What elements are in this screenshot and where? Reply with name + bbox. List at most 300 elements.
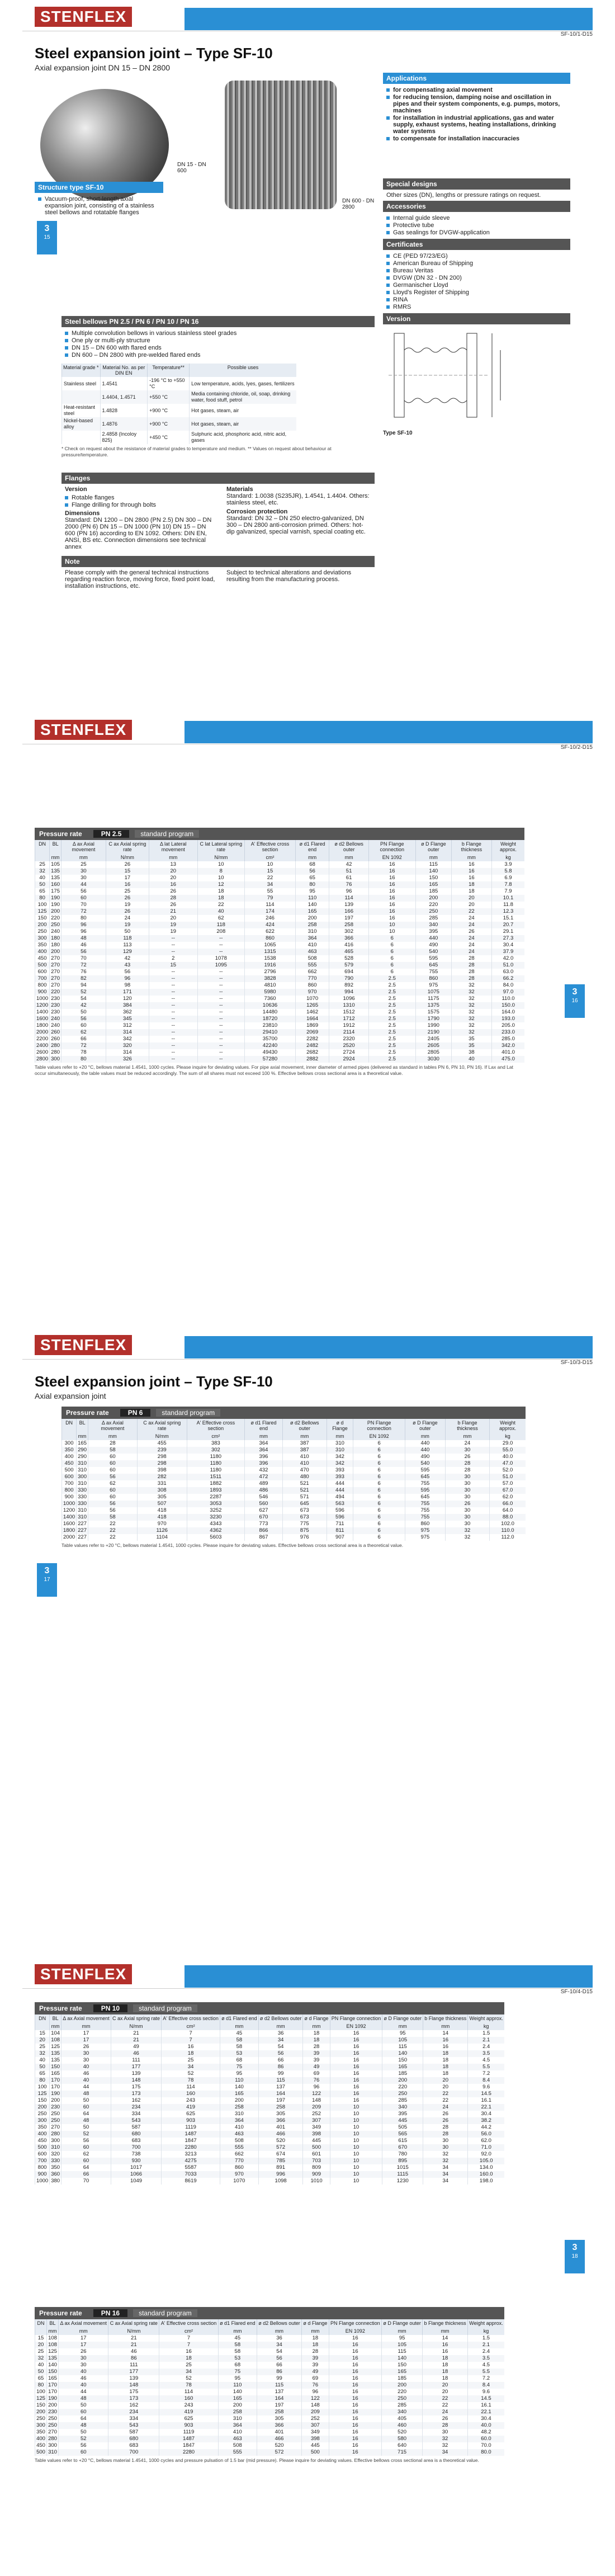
photo-left-caption: DN 15 - DN 600 [177,162,206,174]
structure-title: Structure type SF-10 [35,182,163,193]
table-cell: 384 [106,1002,149,1009]
list-item: for installation in industrial applications, gas and water supply, exhaust systems, heating installations, drinking water systems [386,115,567,135]
table-cell: 190 [50,895,62,902]
table-cell: 366 [258,2117,303,2124]
pn16-section [35,2307,504,2464]
table-cell: 410 [282,1460,327,1467]
materials-notes: * Check on request about the resistance of material grades to temperature and medium. ** Values on request about behaviour at pressure/temperature. [62,446,332,457]
table-unit: mm [303,2022,330,2030]
table-cell: 16 [159,2348,219,2355]
table-cell: 29.0 [490,1440,526,1447]
table-cell: 246 [245,915,296,922]
table-cell: 177 [108,2369,159,2375]
table-cell: 25 [159,2362,219,2369]
table-cell: 30 [423,2138,468,2144]
table-cell: 500 [35,2144,50,2151]
table-cell: 330 [77,1494,88,1501]
table-unit: mm [62,2022,111,2030]
table-notes: Table values refer to +20 °C, bellows material 1.4541, 1000 cycles and pressure pulsation of 1.5 bar (mid pressure). Please inquire for deviating values. Effective bellows cross sectional area is a theoretical value. [35,2457,479,2463]
table-cell: 260 [50,1036,62,1042]
table-cell: 1075 [415,989,451,996]
table-cell: 34 [257,2342,301,2348]
table-cell: -- [149,1009,197,1016]
table-cell: 1575 [415,1009,451,1016]
table-cell: 3053 [187,1501,244,1507]
table-cell: 16 [330,2064,382,2070]
table-cell: 640 [382,2442,423,2449]
table-cell: 80.0 [467,2449,504,2456]
table-cell: 6 [353,1507,405,1514]
table-cell: 500 [35,962,50,969]
list-item: Internal guide sleeve [386,215,567,221]
table-cell: 1916 [245,962,296,969]
table-row [62,1440,526,1447]
table-cell: 6 [353,1460,405,1467]
table-cell: 48.2 [467,2429,504,2436]
table-cell: 150 [382,2057,423,2064]
table-cell: 52 [159,2375,219,2382]
table-cell: 32 [445,1527,489,1534]
table-cell: 190 [47,2395,59,2402]
flanges-section [62,473,375,592]
table-cell: 909 [303,2171,330,2178]
table-cell: 1095 [197,962,245,969]
table-cell: 30 [423,2144,468,2151]
table-cell: 780 [382,2151,423,2158]
table-cell: 738 [111,2151,161,2158]
table-cell: 40 [59,2369,108,2375]
table-cell: 280 [47,2436,59,2442]
table-cell: 170 [50,2084,62,2091]
table-unit: cm² [245,853,296,861]
table-cell: 16 [368,902,415,908]
table-row [35,975,525,982]
table-cell: 2320 [329,1036,368,1042]
table-unit: kg [468,2022,504,2030]
table-cell: 36 [258,2030,303,2037]
table-cell: 10 [368,922,415,928]
table-unit: cm² [162,2022,220,2030]
table-cell: 895 [382,2158,423,2164]
table-cell: 160 [50,881,62,888]
table-unit: N/mm [108,2327,159,2335]
table-cell: 350 [62,1447,77,1454]
table-cell: 330 [77,1501,88,1507]
table-cell: 282 [137,1474,187,1480]
table-cell: 2.5 [368,1009,415,1016]
units-row [35,2327,505,2335]
pn25-section [35,828,524,1077]
table-cell: 600 [35,969,50,975]
table-cell: 350 [35,2124,50,2131]
table-cell: 42240 [245,1042,296,1049]
table-cell: 1096 [329,996,368,1002]
table-cell: 26 [106,908,149,915]
table-cell: 115 [257,2382,301,2389]
table-cell: 32 [35,868,50,875]
table-cell: 8619 [162,2178,220,2185]
table-unit: mm [327,1432,353,1440]
corrosion-text: Standard: DN 32 – DN 250 electro-galvanized, DN 300 – DN 2800 anti-corrosion primed. Others: hot-dip galvanized, special varnish, special coating etc. [226,515,366,535]
table-cell: 310 [220,2111,259,2117]
table-cell: 51.0 [490,1474,526,1480]
table-cell: 197 [257,2402,301,2409]
table-cell: 364 [218,2422,257,2429]
table-cell: 625 [162,2111,220,2117]
table-cell: 892 [329,982,368,989]
table-row [35,989,525,996]
table-cell: 1126 [137,1527,187,1534]
table-row [35,1029,525,1036]
table-cell: 53 [220,2050,259,2057]
pn-label: PN 10 [93,2004,127,2012]
table-cell: 61 [329,875,368,881]
table-cell: 39 [303,2050,330,2057]
table-cell: 40.0 [490,1454,526,1460]
table-cell: 140 [382,2355,423,2362]
program-label: standard program [133,2004,197,2012]
table-cell: +550 °C [148,390,190,404]
table-cell: -- [197,1002,245,1009]
table-header: ø d1 Flared end [245,1419,283,1432]
table-cell: 30 [62,2057,111,2064]
table-cell: 711 [327,1521,353,1527]
table-unit: EN 1092 [353,1432,405,1440]
table-cell: 44 [62,881,106,888]
table-cell: 2000 [62,1534,77,1541]
table-cell: -- [197,935,245,942]
table-header: C ax Axial spring rate [106,840,149,853]
table-cell: 645 [405,1474,446,1480]
table-cell: 185 [382,2375,423,2382]
dimensions-text: Standard: DN 1200 – DN 2800 (PN 2.5) DN 300 – DN 2000 (PN 6) DN 15 – DN 1000 (PN 10) DN 15 – DN 600 (PN 16) according to EN 1092. Others: DIN EN, ANSI, BS etc. Connection dimensions see technical annex [65,517,212,550]
table-cell: 58 [88,1447,138,1454]
table-cell: 2.5 [368,1022,415,1029]
table-row [35,2091,505,2097]
chapter-number: 3 [44,224,50,233]
table-cell: 405 [382,2415,423,2422]
table-cell: 7.9 [491,888,524,895]
table-cell: 250 [50,2111,62,2117]
table-cell: 520 [257,2442,301,2449]
table-unit: mm [451,853,491,861]
table-cell: 112.0 [490,1534,526,1541]
table-cell: 340 [382,2104,423,2111]
table-cell: 29.1 [491,928,524,935]
table-cell: -- [149,942,197,949]
table-cell: 150 [35,2402,47,2409]
table-cell: 18 [423,2375,468,2382]
table-row [35,969,525,975]
list-item: CE (PED 97/23/EG) [386,253,567,260]
brand-logo: STENFLEX [35,1964,132,1984]
table-cell: 2.1 [468,2037,504,2044]
table-cell: 250 [47,2422,59,2429]
certificates-title: Certificates [383,239,570,250]
table-cell: 26 [59,2348,108,2355]
table-cell: 80 [62,1056,106,1063]
table-header: Material No. as per DIN EN [100,364,148,377]
table-cell: 95 [218,2375,257,2382]
table-cell: 500 [35,2449,47,2456]
table-cell: 24 [451,949,491,955]
table-header: ø d2 Bellows outer [258,2014,303,2022]
table-cell: 30 [423,2429,468,2436]
table-cell: 23810 [245,1022,296,1029]
table-cell: 56 [295,868,329,875]
header-row [35,840,525,853]
table-unit: EN 1092 [330,2022,382,2030]
table-cell: 860 [415,975,451,982]
table-cell: 60 [62,895,106,902]
table-cell: 563 [327,1501,353,1507]
page-header [0,1328,615,1365]
table-cell: 60 [62,2158,111,2164]
table-cell: -- [149,1022,197,1029]
table-row [62,1501,526,1507]
table-cell: 1065 [245,942,296,949]
table-row [35,2084,505,2091]
table-row [35,2158,505,2164]
table-cell: 364 [245,1447,283,1454]
table-cell: 52.0 [490,1467,526,1474]
table-cell: 49 [302,2369,329,2375]
table-row [35,1042,525,1049]
table-cell: 466 [257,2436,301,2442]
table-cell: 148 [303,2097,330,2104]
table-cell: 465 [329,949,368,955]
table-cell: 22 [197,902,245,908]
table-cell: 37.9 [491,949,524,955]
table-cell: -- [197,1056,245,1063]
table-cell: 22.1 [468,2104,504,2111]
bellows-title: Steel bellows PN 2.5 / PN 6 / PN 10 / PN 16 [62,316,375,327]
table-cell: 28 [423,2422,468,2429]
pn6-table [62,1419,526,1541]
table-cell: 114 [329,895,368,902]
table-cell: 75 [218,2369,257,2375]
table-cell: 66 [62,2171,111,2178]
table-cell: 234 [108,2409,159,2415]
list-item: Rotable flanges [65,494,215,501]
table-header: PN Flange connection [368,840,415,853]
table-cell: 1230 [382,2178,423,2185]
table-unit: mm [302,2327,329,2335]
table-header: ø d Flange [327,1419,353,1432]
table-cell: 3213 [162,2151,220,2158]
table-cell: 174 [245,908,296,915]
table-cell: 165 [382,2064,423,2070]
table-cell: 16 [329,2449,381,2456]
pn6-section [62,1407,526,1549]
table-cell: 16 [329,2342,381,2348]
table-cell: 424 [245,922,296,928]
table-cell: 28 [423,2131,468,2138]
table-cell: 250 [35,928,50,935]
table-cell: 20 [423,2382,468,2389]
table-cell: 18 [162,2050,220,2057]
table-cell: 17 [62,2030,111,2037]
note-text: Please comply with the general technical instructions regarding reaction force, moving force, fixed point load, installation instructions, etc. [65,569,215,589]
table-cell: 1400 [62,1514,77,1521]
table-cell: 1712 [329,1016,368,1022]
table-cell: 440 [405,1440,446,1447]
table-cell: 56 [59,2442,108,2449]
table-cell: 401 [258,2124,303,2131]
table-unit: EN 1092 [329,2327,381,2335]
table-cell: 16 [368,868,415,875]
table-cell: 26 [445,1501,489,1507]
table-cell: 310 [218,2415,257,2422]
table-cell: 8 [197,868,245,875]
structure-text: Vacuum-proof, short-length axial expansion joint, consisting of a stainless steel bellows and rotatable flanges [38,196,160,216]
table-cell: 9.6 [468,2084,504,2091]
table-cell: 50 [59,2402,108,2409]
table-cell: 2.5 [368,1029,415,1036]
table-cell: 22 [88,1527,138,1534]
table-cell: 715 [382,2449,423,2456]
pressure-rate-bar [35,828,524,840]
table-cell: -- [197,982,245,989]
table-cell: 64 [62,2164,111,2171]
table-unit: mm [295,853,329,861]
table-cell: 305 [137,1494,187,1501]
table-cell: 396 [245,1454,283,1460]
table-cell: 46 [111,2050,161,2057]
table-cell: 1600 [62,1521,77,1527]
table-header: A' Effective cross section [159,2319,219,2327]
table-cell: -- [149,969,197,975]
table-unit: mm [220,2022,259,2030]
table-cell: 258 [220,2104,259,2111]
chapter-number: 3 [44,1566,50,1575]
table-cell: 65 [35,888,50,895]
table-cell: 700 [35,975,50,982]
table-cell: 51 [329,868,368,875]
table-cell: 32 [451,996,491,1002]
table-cell: 290 [77,1454,88,1460]
table-cell: 62.0 [468,2138,504,2144]
table-cell: 16 [451,861,491,868]
table-cell: 170 [47,2389,59,2395]
table-header: ø D Flange outer [382,2319,423,2327]
table-cell: 7033 [162,2171,220,2178]
table-cell: 342 [106,1036,149,1042]
table-cell: 86 [257,2369,301,2375]
table-cell: 52 [62,2131,111,2138]
table-cell: 400 [35,2436,47,2442]
table-cell: 1115 [382,2171,423,2178]
table-cell: 16 [329,2355,381,2362]
table-row [35,2138,505,2144]
table-cell: 16 [330,2044,382,2050]
table-cell: 16 [329,2335,381,2342]
table-cell: 95 [295,888,329,895]
table-cell: 6 [353,1447,405,1454]
table-cell: 364 [245,1440,283,1447]
table-cell: 1200 [35,1002,50,1009]
table-cell: 364 [220,2117,259,2124]
table-cell: 26 [451,928,491,935]
table-cell: 3030 [415,1056,451,1063]
table-cell: 54 [258,2044,303,2050]
table-cell: 197 [258,2097,303,2104]
table-cell: 98 [106,982,149,989]
table-row [62,1474,526,1480]
table-cell: 43 [106,962,149,969]
table-cell: 18 [423,2355,468,2362]
materials-table [62,364,296,444]
table-cell: 165 [220,2091,259,2097]
table-cell: 120 [106,996,149,1002]
table-cell: 10 [330,2164,382,2171]
table-notes: Table values refer to +20 °C, bellows material 1.4541, 1000 cycles. Please inquire for deviating values. Effective bellows cross sectional area is a theoretical value. [62,1542,404,1548]
table-unit: mm [382,2022,423,2030]
table-cell: 125 [50,2044,62,2050]
table-cell: 2805 [415,1049,451,1056]
table-cell: 18 [302,2335,329,2342]
table-cell: 180 [50,935,62,942]
table-cell: 26 [423,2117,468,2124]
table-cell: 6 [353,1494,405,1501]
table-cell: 400 [62,1454,77,1460]
table-cell: 20 [423,2077,468,2084]
table-cell: 110 [295,895,329,902]
table-cell: 164 [257,2395,301,2402]
table-cell: -- [149,1036,197,1042]
table-cell: 891 [258,2164,303,2171]
table-cell: 21 [149,908,197,915]
table-row [35,1049,525,1056]
table-cell: 270 [50,982,62,989]
table-cell: 105 [382,2037,423,2044]
table-cell: 28 [445,1467,489,1474]
table-cell: 1600 [35,1016,50,1022]
header-bar [184,721,593,743]
table-cell: 10.1 [491,895,524,902]
table-cell: 10 [330,2131,382,2138]
table-cell: 30 [445,1447,489,1454]
table-cell: Media containing chloride, oil, soap, drinking water, food stuff, petrol [190,390,296,404]
table-cell: 280 [50,1042,62,1049]
table-cell: 65 [35,2070,50,2077]
table-cell: 16 [368,881,415,888]
table-cell: 111 [108,2362,159,2369]
table-cell: 40 [451,1056,491,1063]
table-cell: 395 [415,928,451,935]
table-cell: 243 [162,2097,220,2104]
table-cell: 15 [35,2335,47,2342]
table-cell: -- [197,1029,245,1036]
table-cell: 125 [35,2091,50,2097]
table-cell: 615 [382,2138,423,2144]
table-cell: 69 [302,2375,329,2382]
table-cell: 72 [62,908,106,915]
table-row [35,962,525,969]
chapter-page: 16 [571,998,578,1004]
table-cell: 21 [108,2342,159,2348]
table-cell: 26 [423,2111,468,2117]
table-cell: 110 [218,2382,257,2389]
chapter-page: 17 [44,1577,50,1583]
table-unit: mm [218,2327,257,2335]
table-cell: 3230 [187,1514,244,1521]
list-item: DN 15 – DN 600 with flared ends [65,345,371,351]
table-cell: 200 [35,2104,50,2111]
table-row [35,982,525,989]
table-cell: 1.5 [467,2335,504,2342]
table-cell: 555 [218,2449,257,2456]
